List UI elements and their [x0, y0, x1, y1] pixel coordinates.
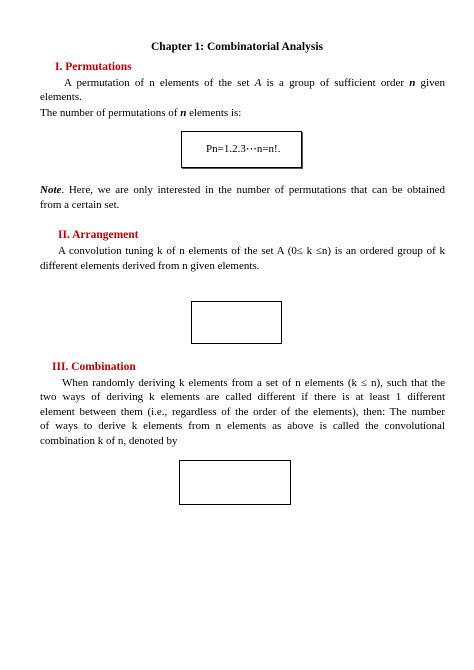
combination-definition-line-3: element between them (i.e., regardless of the order of the elements), then: The number — [40, 406, 445, 418]
n-variable: n — [180, 107, 187, 119]
combination-definition-line-2: two ways of deriving k elements are called different if there is at least 1 different — [40, 391, 445, 403]
permutation-definition-line-1 — [64, 76, 445, 90]
permutation-formula: Pn=1.2.3⋯n=n!. — [206, 143, 281, 155]
text-segment: The number of permutations of — [40, 107, 181, 119]
heading-permutations: I. Permutations — [55, 61, 132, 73]
text-segment: elements is: — [186, 107, 242, 119]
combination-formula-box — [179, 460, 291, 505]
arrangement-definition-line-1: A convolution tuning k of n elements of the set A (0≤ k ≤n) is an ordered group of k — [58, 245, 445, 257]
heading-combination: III. Combination — [52, 361, 136, 373]
text-segment: A permutation of n elements of the set — [64, 77, 255, 89]
text-segment: . Here, we are only interested in the number of permutations that can be obtained — [61, 184, 445, 196]
permutation-count-text — [40, 106, 445, 120]
text-segment: given — [415, 77, 445, 89]
combination-definition-line-5: combination k of n, denoted by — [40, 435, 178, 447]
combination-definition-line-4: of ways to derive k elements from n elements as above is called the convolutional — [40, 420, 445, 432]
note-line-1 — [40, 183, 445, 197]
chapter-title: Chapter 1: Combinatorial Analysis — [151, 41, 323, 53]
arrangement-formula-box — [191, 301, 282, 344]
combination-definition-line-1: When randomly deriving k elements from a set of n elements (k ≤ n), such that the — [62, 377, 445, 389]
n-variable: n — [409, 77, 416, 89]
note-label: Note — [40, 184, 62, 196]
heading-arrangement: II. Arrangement — [58, 229, 139, 241]
permutation-definition-line-2: elements. — [40, 91, 82, 103]
note-line-2: from a certain set. — [40, 199, 120, 211]
set-variable: A — [254, 77, 262, 89]
permutation-formula-box — [181, 131, 302, 168]
arrangement-definition-line-2: different elements derived from n given elements. — [40, 260, 260, 272]
text-segment: is a group of sufficient order — [261, 77, 410, 89]
